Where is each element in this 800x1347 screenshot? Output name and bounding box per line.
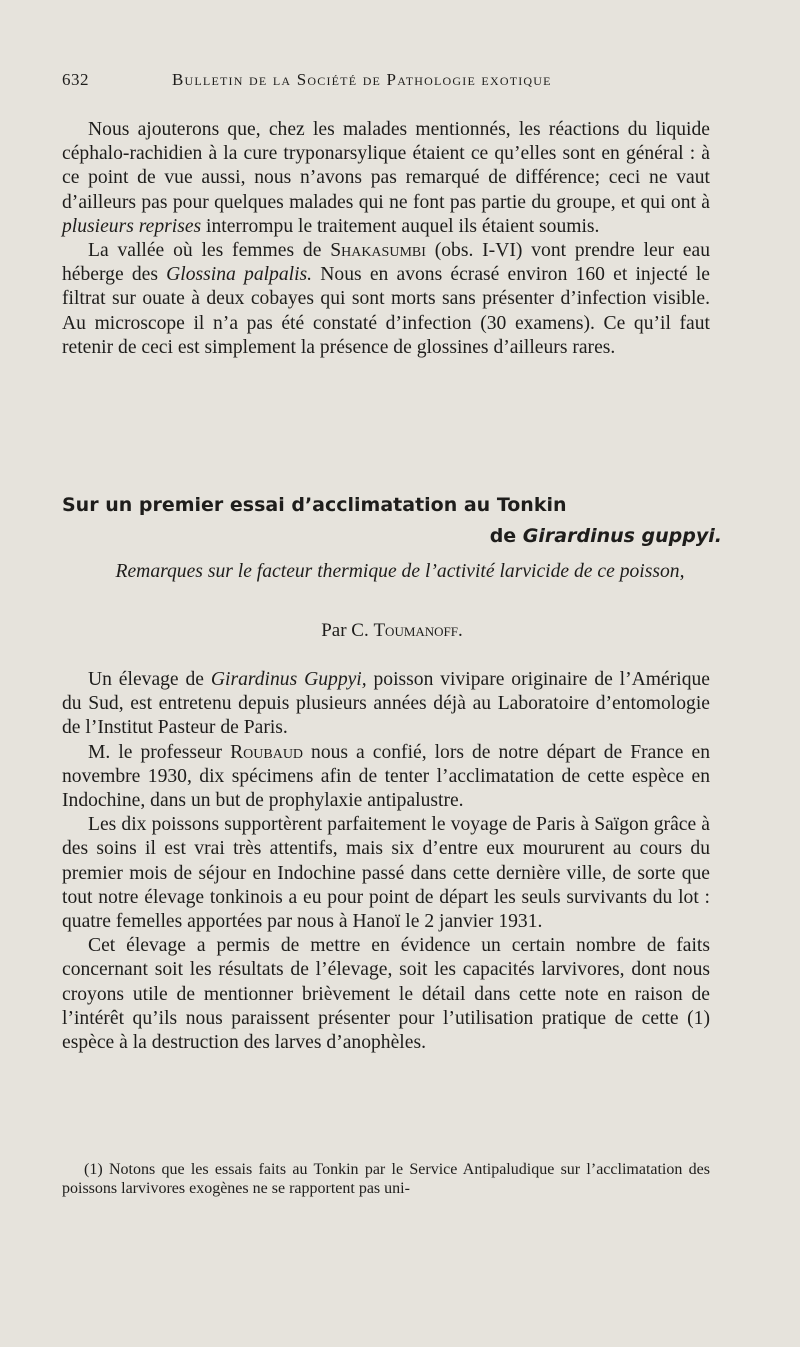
body-paragraph-2: M. le professeur Roubaud nous a confié, lors de notre départ de France en novembre 1930, dix spécimens afin de tenter l’acclimatation de cette espèce en Indochine, dans un but de prophylaxie antipalustre. <box>62 741 711 812</box>
footnote <box>62 1160 710 1198</box>
footnote-text: (1) Notons que les essais faits au Tonkin par le Service Antipaludique sur l’acclimatation des poissons larvivores exogènes ne se rapportent pas uni- <box>62 1161 710 1197</box>
intro-paragraph-2: La vallée où les femmes de Shakasumbi (obs. I-VI) vont prendre leur eau héberge des Glossina palpalis. Nous en avons écrasé environ 160 et injecté le filtrat sur ouate à deux cobayes qui sont morts sans présenter d’infection visible. Au microscope il n’a pas été constaté d’infection (30 examens). Ce qu’il faut retenir de ceci est simplement la présence de glossines d’ailleurs rares. <box>62 240 711 358</box>
article-title <box>62 490 722 552</box>
running-title: Bulletin de la Société de Pathologie exotique <box>172 70 552 89</box>
intro-text <box>62 118 710 360</box>
author-byline: Par C. Toumanoff. <box>321 620 463 641</box>
article-title-line-1: Sur un premier essai d’acclimatation au Tonkin <box>62 494 567 516</box>
article-title-line-2: de Girardinus guppyi. <box>489 525 722 547</box>
body-paragraph-4: Cet élevage a permis de mettre en évidence un certain nombre de faits concernant soit les résultats de l’élevage, soit les capacités larvivores, dont nous croyons utile de mentionner brièvement le détail dans cette note en raison de l’intérêt qu’ils nous paraissent présenter pour l’utilisation pratique de cette (1) espèce à la destruction des larves d’anophèles. <box>62 935 710 1054</box>
body-paragraph-3: Les dix poissons supportèrent parfaitement le voyage de Paris à Saïgon grâce à des soins il est vrai très attentifs, mais six d’entre eux moururent au cours du premier mois de séjour en Indochine passé dans cette dernière ville, de sorte que tout notre élevage tonkinois a eu pour point de départ les seuls survivants du lot : quatre femelles apportées par nous à Hanoï le 2 janvier 1931. <box>62 814 710 933</box>
body-paragraph-1: Un élevage de Girardinus Guppyi, poisson vivipare originaire de l’Amérique du Sud, est entretenu depuis plusieurs années déjà au Laboratoire d’entomologie de l’Institut Pasteur de Paris. <box>62 669 710 739</box>
page-number: 632 <box>62 70 89 89</box>
intro-paragraph-1: Nous ajouterons que, chez les malades mentionnés, les réactions du liquide céphalo-rachidien à la cure tryponarsylique étaient ce qu’elles sont en général : à ce point de vue aussi, nous n’avons pas remarqué de différence; ceci ne vaut d’ailleurs pas pour quelques malades qui ne font pas partie du groupe, et qui ont à plusieurs reprises interrompu le traitement auquel ils étaient soumis. <box>62 119 710 237</box>
article-body <box>62 668 710 1055</box>
article-subtitle: Remarques sur le facteur thermique de l’activité larvicide de ce poisson, <box>115 561 685 582</box>
